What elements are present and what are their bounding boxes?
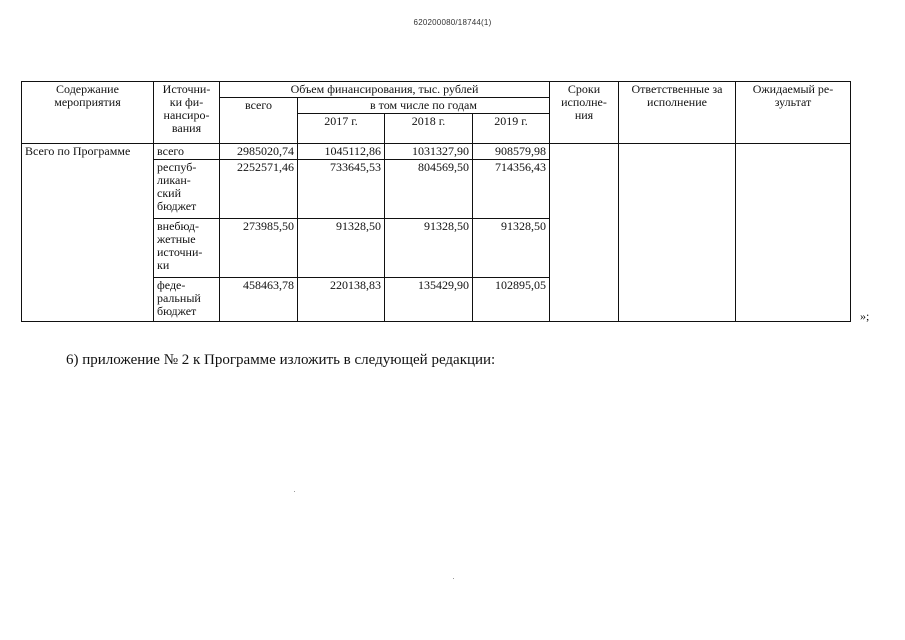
header-content: Содержание мероприятия [22, 82, 154, 144]
source-cell: внебюд- жетные источни- ки [154, 219, 220, 278]
terms-cell [550, 144, 619, 322]
total-cell: 2252571,46 [220, 160, 298, 219]
year-2019-cell: 714356,43 [473, 160, 550, 219]
responsible-cell [619, 144, 736, 322]
header-volume: Объем финансирования, тыс. рублей [220, 82, 550, 98]
program-label: Всего по Программе [22, 144, 154, 322]
source-cell: всего [154, 144, 220, 160]
document-id: 620200080/18744(1) [413, 18, 492, 27]
header-year-2019: 2019 г. [473, 114, 550, 144]
year-2019-cell: 91328,50 [473, 219, 550, 278]
year-2019-cell: 102895,05 [473, 278, 550, 322]
year-2017-cell: 733645,53 [298, 160, 385, 219]
financing-table [21, 81, 851, 322]
year-2018-cell: 804569,50 [385, 160, 473, 219]
year-2017-cell: 1045112,86 [298, 144, 385, 160]
header-terms: Сроки исполне- ния [550, 82, 619, 144]
scan-speck [294, 491, 295, 492]
year-2018-cell: 91328,50 [385, 219, 473, 278]
total-cell: 273985,50 [220, 219, 298, 278]
header-responsible: Ответственные за исполнение [619, 82, 736, 144]
total-cell: 2985020,74 [220, 144, 298, 160]
scan-speck [453, 578, 454, 579]
instruction-text: 6) приложение № 2 к Программе изложить в следующей редакции: [66, 352, 496, 368]
year-2017-cell: 220138,83 [298, 278, 385, 322]
year-2018-cell: 1031327,90 [385, 144, 473, 160]
header-sources: Источни- ки фи- нансиро- вания [154, 82, 220, 144]
header-year-2017: 2017 г. [298, 114, 385, 144]
source-cell: феде- ральный бюджет [154, 278, 220, 322]
expected-cell [736, 144, 851, 322]
year-2018-cell: 135429,90 [385, 278, 473, 322]
header-total: всего [220, 98, 298, 144]
year-2017-cell: 91328,50 [298, 219, 385, 278]
closing-quote: »; [860, 309, 870, 323]
header-year-2018: 2018 г. [385, 114, 473, 144]
year-2019-cell: 908579,98 [473, 144, 550, 160]
header-expected: Ожидаемый ре- зультат [736, 82, 851, 144]
table-row [22, 144, 851, 160]
header-by-years: в том числе по годам [298, 98, 550, 114]
source-cell: респуб- ликан- ский бюджет [154, 160, 220, 219]
total-cell: 458463,78 [220, 278, 298, 322]
